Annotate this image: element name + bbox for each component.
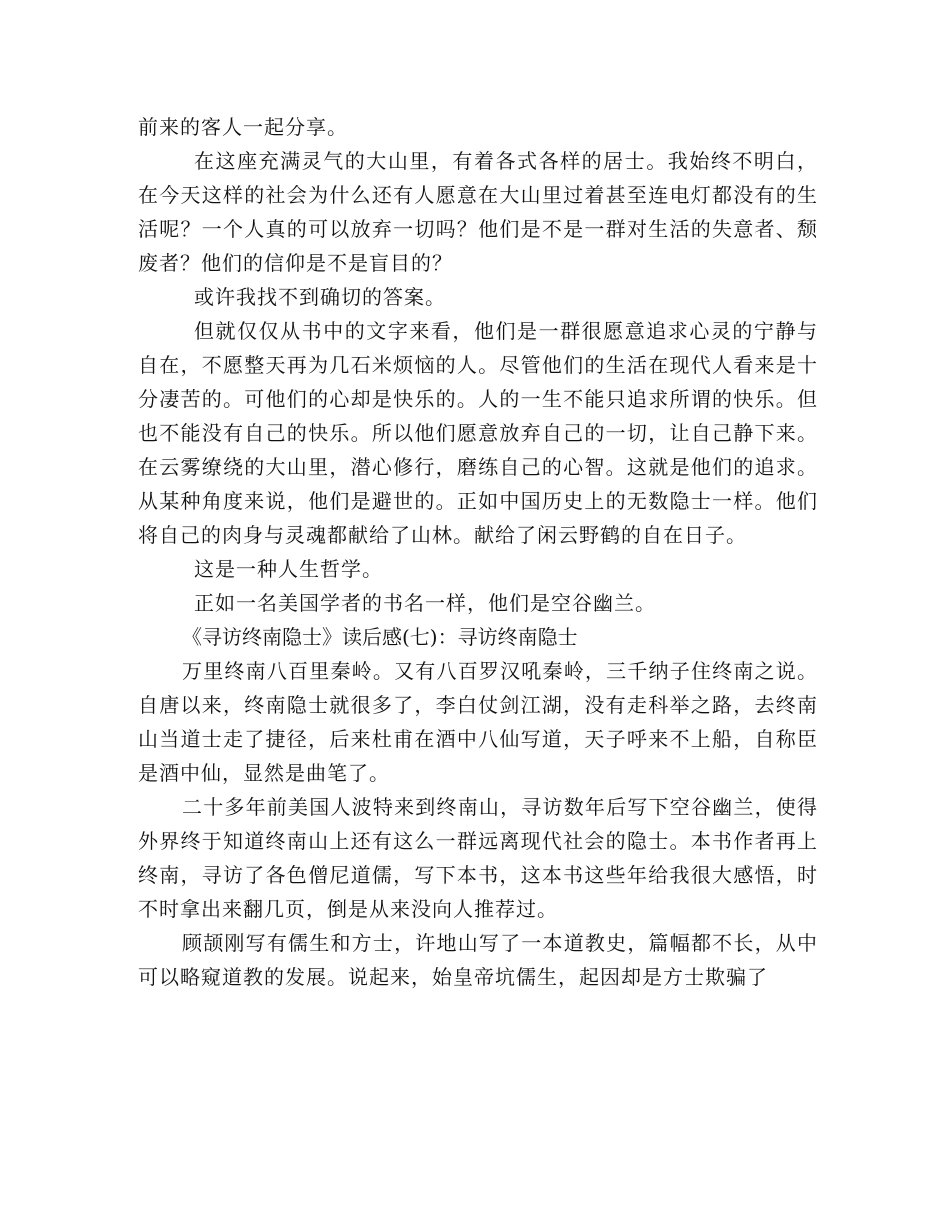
paragraph-continuation: 前来的客人一起分享。 [138, 115, 348, 139]
paragraph-hermits-question: 在这座充满灵气的大山里，有着各式各样的居士。我始终不明白，在今天这样的社会为什么还有人愿意在大山里过着甚至连电灯都没有的生活呢？一个人真的可以放弃一切吗？他们是不是一群对生活的失意者、颓废者？他们的信仰是不是盲目的？ [138, 149, 818, 275]
paragraph-life-philosophy: 这是一种人生哲学。 [194, 557, 383, 581]
document-body [138, 110, 818, 994]
paragraph-hermits-pursuit: 但就仅仅从书中的文字来看，他们是一群很愿意追求心灵的宁静与自在，不愿整天再为几石米烦恼的人。尽管他们的生活在现代人看来是十分凄苦的。可他们的心却是快乐的。人的一生不能只追求所谓的快乐。但也不能没有自己的快乐。所以他们愿意放弃自己的一切，让自己静下来。在云雾缭绕的大山里，潜心修行，磨练自己的心智。这就是他们的追求。从某种角度来说，他们是避世的。正如中国历史上的无数隐士一样。他们将自己的肉身与灵魂都献给了山林。献给了闲云野鹤的自在日子。 [138, 319, 818, 547]
paragraph-no-answer: 或许我找不到确切的答案。 [194, 285, 446, 309]
paragraph-empty-valley-orchid: 正如一名美国学者的书名一样，他们是空谷幽兰。 [194, 591, 656, 615]
section-heading: 《寻访终南隐士》读后感(七)：寻访终南隐士 [182, 625, 578, 649]
paragraph-taoism-history: 顾颉刚写有儒生和方士，许地山写了一本道教史，篇幅都不长，从中可以略窥道教的发展。说起来，始皇帝坑儒生，起因却是方士欺骗了 [138, 931, 818, 989]
paragraph-zhongnan-history: 万里终南八百里秦岭。又有八百罗汉吼秦岭，三千纳子住终南之说。自唐以来，终南隐士就很多了，李白仗剑江湖，没有走科举之路，去终南山当道士走了捷径，后来杜甫在酒中八仙写道，天子呼来不上船，自称臣是酒中仙，显然是曲笔了。 [138, 659, 818, 785]
paragraph-porter-visit: 二十多年前美国人波特来到终南山，寻访数年后写下空谷幽兰，使得外界终于知道终南山上还有这么一群远离现代社会的隐士。本书作者再上终南，寻访了各色僧尼道儒，写下本书，这本书这些年给我很大感悟，时不时拿出来翻几页，倒是从来没向人推荐过。 [138, 795, 818, 921]
